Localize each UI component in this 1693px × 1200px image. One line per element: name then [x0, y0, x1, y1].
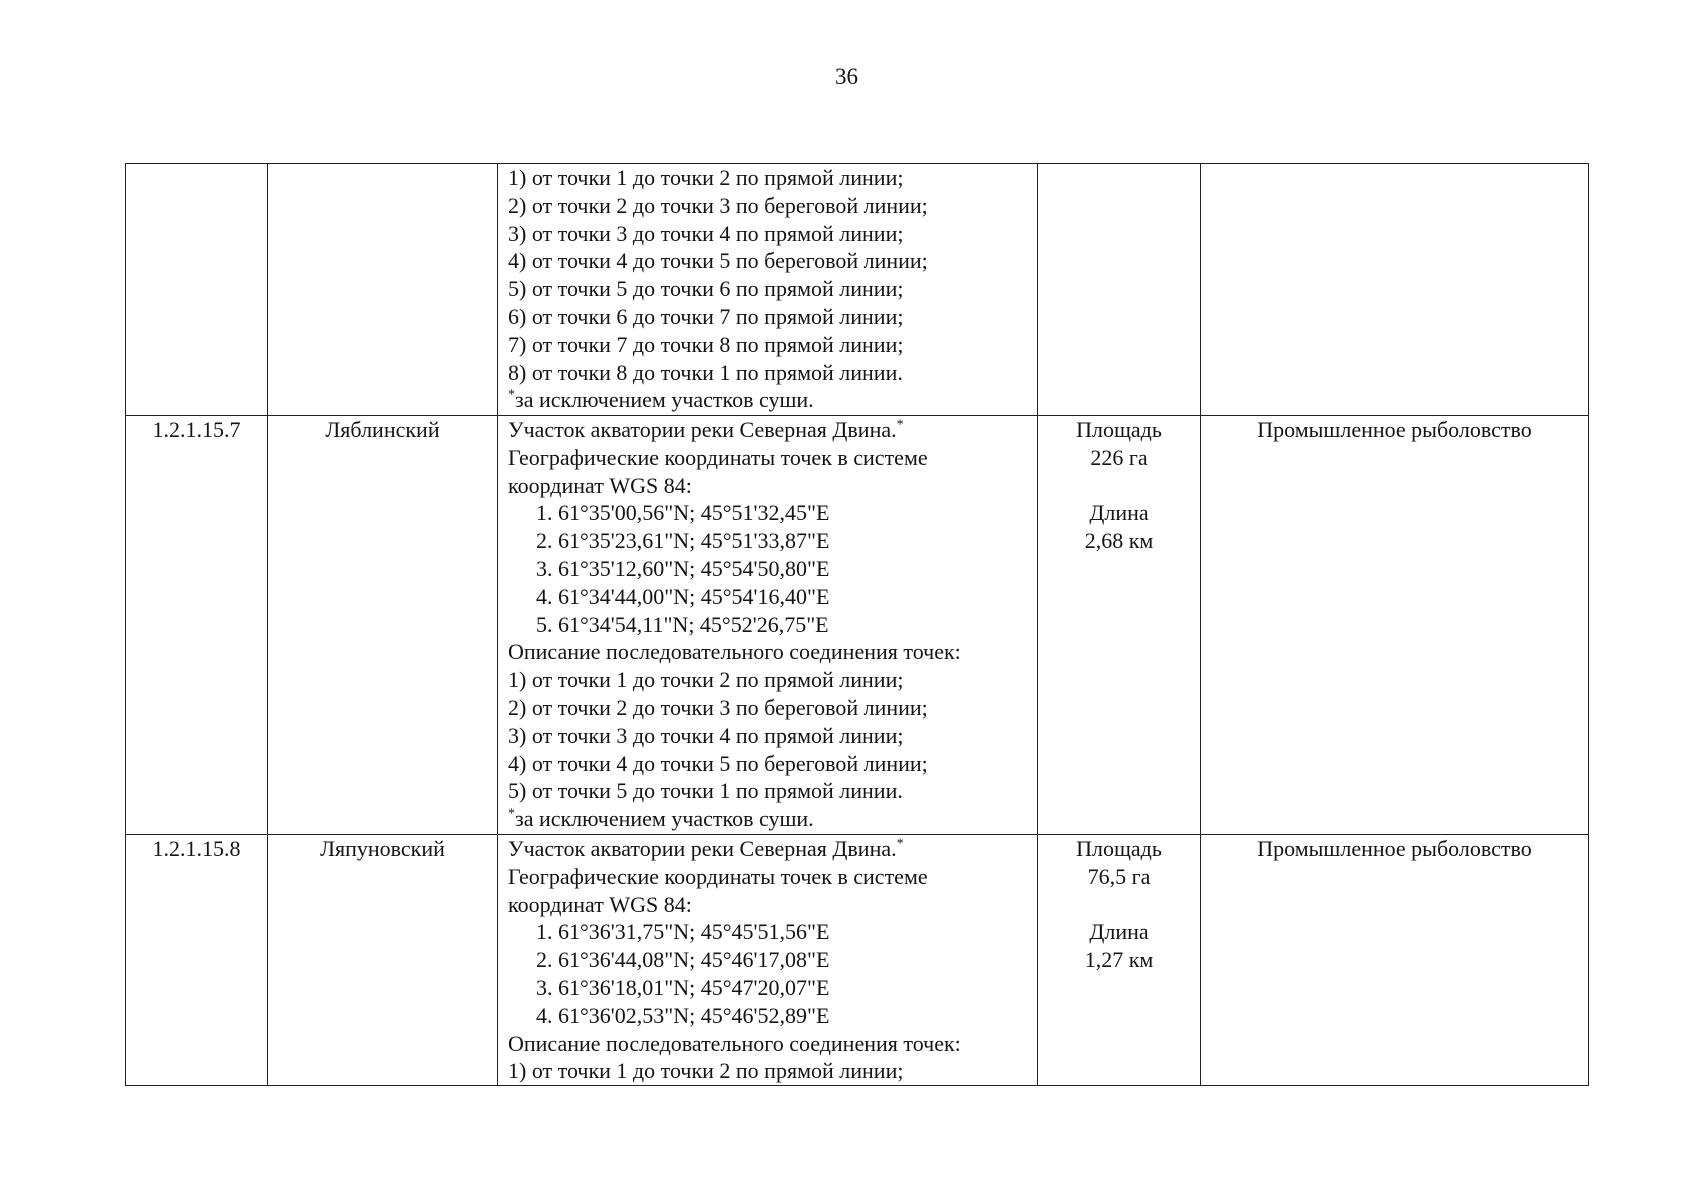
coord-intro: Географические координаты точек в системе [508, 444, 928, 470]
footnote-mark: * [896, 836, 904, 852]
length-value: 2,68 км [1084, 528, 1154, 554]
coordinate-item: 4. 61°36'02,53"N; 45°46'52,89"E [536, 1002, 830, 1028]
connection-line: 2) от точки 2 до точки 3 по береговой линии; [508, 694, 928, 720]
connection-title: Описание последовательного соединения точек: [508, 1030, 961, 1056]
connection-line: 2) от точки 2 до точки 3 по береговой линии; [508, 192, 928, 218]
description-heading: Участок акватории реки Северная Двина.* [508, 417, 904, 442]
table-row-lyablinsky [126, 416, 1589, 835]
connection-line: 1) от точки 1 до точки 2 по прямой линии; [508, 1058, 904, 1084]
coordinate-item: 3. 61°36'18,01"N; 45°47'20,07"E [536, 974, 830, 1000]
table-row-lyapunovsky [126, 835, 1589, 1086]
connection-line: 3) от точки 3 до точки 4 по прямой линии; [508, 722, 904, 748]
area-value: 76,5 га [1087, 863, 1151, 889]
connection-line: 1) от точки 1 до точки 2 по прямой линии; [508, 667, 904, 693]
area-usage [1201, 164, 1589, 416]
area-usage: Промышленное рыболовство [1201, 416, 1589, 835]
connection-line: 5) от точки 5 до точки 6 по прямой линии; [508, 276, 904, 302]
connection-line: 4) от точки 4 до точки 5 по береговой линии; [508, 750, 928, 776]
area-name: Ляпуновский [268, 835, 498, 1086]
footnote [508, 805, 1027, 833]
water-areas-table [125, 163, 1589, 1086]
footnote [508, 386, 1027, 414]
length-value: 1,27 км [1084, 947, 1154, 973]
coordinate-item: 2. 61°35'23,61"N; 45°51'33,87"E [536, 528, 830, 554]
area-usage: Промышленное рыболовство [1201, 835, 1589, 1086]
footnote-mark: * [508, 388, 515, 404]
area-label: Площадь [1076, 836, 1162, 861]
row-number: 1.2.1.15.8 [126, 835, 268, 1086]
area-name [268, 164, 498, 416]
coord-intro: Географические координаты точек в системе [508, 863, 928, 889]
row-number [126, 164, 268, 416]
area-description [498, 164, 1038, 416]
connection-title: Описание последовательного соединения точек: [508, 639, 961, 665]
description-heading: Участок акватории реки Северная Двина.* [508, 836, 904, 861]
page-number: 36 [835, 64, 858, 89]
connection-line: 4) от точки 4 до точки 5 по береговой линии; [508, 248, 928, 274]
connection-line: 5) от точки 5 до точки 1 по прямой линии. [508, 778, 903, 804]
coordinate-item: 3. 61°35'12,60"N; 45°54'50,80"E [536, 555, 830, 581]
coordinate-item: 1. 61°36'31,75"N; 45°45'51,56"E [536, 919, 830, 945]
footnote-text: за исключением участков суши. [515, 806, 814, 832]
length-label: Длина [1089, 500, 1149, 526]
area-label: Площадь [1076, 417, 1162, 442]
connection-line: 6) от точки 6 до точки 7 по прямой линии; [508, 303, 904, 329]
footnote-text: за исключением участков суши. [515, 387, 814, 413]
coordinate-item: 5. 61°34'54,11"N; 45°52'26,75"E [536, 611, 829, 637]
area-name: Ляблинский [268, 416, 498, 835]
coord-intro: координат WGS 84: [508, 891, 692, 917]
area-description [498, 416, 1038, 835]
coordinate-item: 1. 61°35'00,56"N; 45°51'32,45"E [536, 500, 830, 526]
length-label: Длина [1089, 919, 1149, 945]
connection-line: 1) от точки 1 до точки 2 по прямой линии; [508, 165, 904, 190]
area-value: 226 га [1090, 444, 1148, 470]
coordinate-item: 2. 61°36'44,08"N; 45°46'17,08"E [536, 947, 830, 973]
connection-line: 8) от точки 8 до точки 1 по прямой линии. [508, 359, 903, 385]
area-size [1038, 835, 1201, 1086]
row-number: 1.2.1.15.7 [126, 416, 268, 835]
footnote-mark: * [896, 417, 904, 433]
connection-line: 7) от точки 7 до точки 8 по прямой линии; [508, 331, 904, 357]
coordinate-item: 4. 61°34'44,00"N; 45°54'16,40"E [536, 583, 830, 609]
area-size [1038, 164, 1201, 416]
area-size [1038, 416, 1201, 835]
connection-line: 3) от точки 3 до точки 4 по прямой линии; [508, 220, 904, 246]
coord-intro: координат WGS 84: [508, 472, 692, 498]
table-row-continuation [126, 164, 1589, 416]
area-description [498, 835, 1038, 1086]
footnote-mark: * [508, 806, 515, 822]
